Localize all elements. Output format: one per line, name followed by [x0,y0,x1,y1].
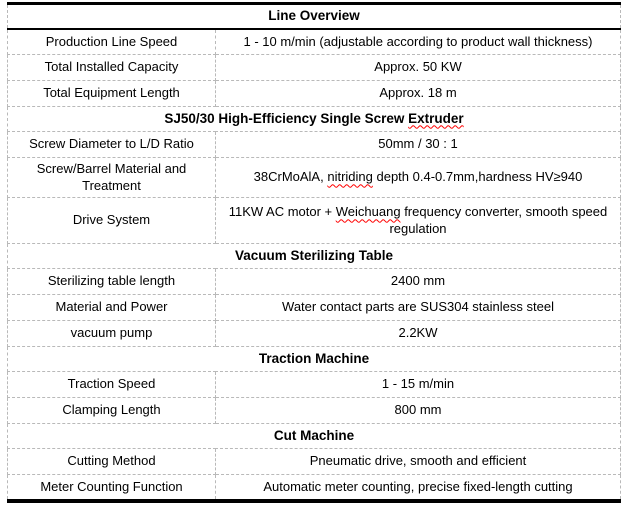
row-value: 2.2KW [398,325,438,341]
section-header-row [8,244,621,269]
row-value: 2400 mm [390,273,446,289]
row-value-cell [216,269,621,295]
row-value-cell [216,55,621,81]
section-header-row [8,347,621,372]
row-value: 38CrMoAlA, [253,169,328,185]
section-title: SJ50/30 High-Efficiency Single Screw [164,110,409,126]
row-value-cell [216,81,621,107]
row-label: Material and Power [55,299,168,315]
row-label-cell [8,29,216,55]
row-label: Total Installed Capacity [44,59,179,75]
row-value: Approx. 18 m [379,85,457,101]
row-value-cell [216,295,621,321]
row-label: Meter Counting Function [40,478,183,494]
row-value: Water contact parts are SUS304 stainless steel [282,299,554,315]
row-label-cell [8,321,216,347]
section-title: Line Overview [268,7,360,23]
row-label: Clamping Length [62,402,161,418]
table-row [8,372,621,398]
row-value-cell [216,475,621,501]
table-row [8,158,621,198]
section-title-cell [8,347,621,372]
spec-table [7,2,621,503]
row-value: 11KW AC motor + [228,204,336,220]
row-label-cell [8,398,216,424]
section-title-cell [8,424,621,449]
table-row [8,81,621,107]
row-label: Screw Diameter to L/D Ratio [29,136,194,152]
table-row [8,475,621,501]
row-label: Production Line Speed [45,33,178,49]
row-label-cell [8,158,216,198]
row-value: Automatic meter counting, precise fixed-length cutting [263,478,573,494]
misspelled-word: Extruder [408,110,464,126]
row-value: depth 0.4-0.7mm,hardness HV≥940 [372,169,583,185]
row-value-cell [216,29,621,55]
row-label-cell [8,475,216,501]
misspelled-word: Weichuang [335,204,401,220]
row-label: Sterilizing table length [47,273,176,289]
table-row [8,398,621,424]
row-label-cell [8,55,216,81]
row-label: Drive System [72,212,151,228]
row-value: frequency converter, smooth speed regulation [389,204,608,236]
section-title: Traction Machine [258,350,370,366]
row-value: 800 mm [394,402,442,418]
row-label: vacuum pump [70,325,153,341]
row-value-cell [216,321,621,347]
row-label-cell [8,81,216,107]
section-title-cell [8,107,621,132]
row-value-cell [216,398,621,424]
section-header-row [8,4,621,29]
table-row [8,55,621,81]
row-value-cell [216,372,621,398]
spec-table-wrapper [7,2,621,503]
row-value: 1 - 15 m/min [381,376,455,392]
table-row [8,269,621,295]
row-label: Traction Speed [67,376,156,392]
misspelled-word: nitriding [327,169,373,185]
row-label-cell [8,449,216,475]
section-header-row [8,424,621,449]
table-row [8,198,621,244]
row-value-cell [216,198,621,244]
section-title-cell [8,4,621,29]
row-value: Pneumatic drive, smooth and efficient [309,453,527,469]
table-row [8,449,621,475]
section-title: Cut Machine [273,427,355,443]
row-value: 1 - 10 m/min (adjustable according to product wall thickness) [243,33,593,49]
table-row [8,321,621,347]
row-label-cell [8,295,216,321]
section-header-row [8,107,621,132]
table-row [8,295,621,321]
section-title: Vacuum Sterilizing Table [234,247,394,263]
row-label: Cutting Method [67,453,156,469]
row-label-cell [8,198,216,244]
row-value-cell [216,158,621,198]
row-value: 50mm / 30 : 1 [378,136,458,152]
table-row [8,132,621,158]
row-label-cell [8,372,216,398]
row-value-cell [216,132,621,158]
row-label-cell [8,132,216,158]
table-row [8,29,621,55]
row-label: Total Equipment Length [43,85,180,101]
row-value: Approx. 50 KW [374,59,462,75]
row-label-cell [8,269,216,295]
row-value-cell [216,449,621,475]
row-label: Screw/Barrel Material and Treatment [36,161,187,193]
section-title-cell [8,244,621,269]
